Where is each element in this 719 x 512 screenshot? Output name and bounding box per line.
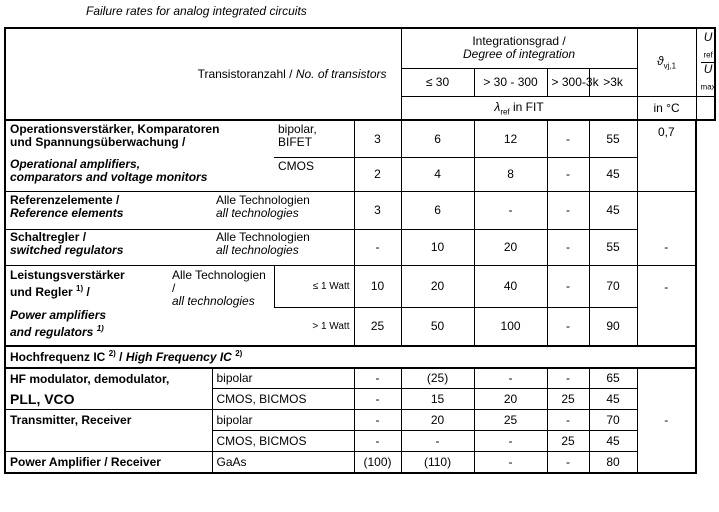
hf-ratio-empty-4 [637, 452, 696, 473]
switched-theta: 55 [589, 229, 637, 265]
opamp-tech-cmos: CMOS [274, 157, 354, 191]
opamp-ratio-empty [637, 157, 696, 191]
trx-cmos-le30: - [354, 431, 401, 452]
pa-300-3k: - [474, 452, 547, 473]
switched-le30: - [354, 229, 401, 265]
hfmod-cmos-theta: 45 [589, 389, 637, 410]
switched-30-300: 10 [401, 229, 474, 265]
opamp-bipolar-le30: 3 [354, 120, 401, 157]
power-label-de: Leistungsverstärker und Regler $^{1)}$ / [5, 265, 212, 308]
power-le1w: ≤ 1 Watt [274, 265, 354, 308]
switched-regulators-tech: Alle Technologien all technologies [212, 229, 354, 265]
trx-bipolar-theta: 70 [589, 410, 637, 431]
hfmod-cmos-300-3k: 20 [474, 389, 547, 410]
hf-ratio-empty-3 [637, 431, 696, 452]
hfmod-bipolar-30-300: (25) [401, 368, 474, 389]
transmitter-tech-bipolar: bipolar [212, 410, 354, 431]
trx-bipolar-300-3k: 25 [474, 410, 547, 431]
hfmod-cmos-30-300: 15 [401, 389, 474, 410]
hf-modulator-label: HF modulator, demodulator, [5, 368, 212, 389]
ratio-unit-empty [696, 96, 715, 120]
power-gt1w-300-3k: 100 [474, 308, 547, 346]
power-gt1w-le30: 25 [354, 308, 401, 346]
hfmod-bipolar-300-3k: - [474, 368, 547, 389]
trx-cmos-30-300: - [401, 431, 474, 452]
transmitter-label-empty [5, 431, 212, 452]
hfmod-bipolar-le30: - [354, 368, 401, 389]
pa-receiver-label: Power Amplifier / Receiver [5, 452, 212, 473]
reference-tech: Alle Technologien all technologies [212, 191, 354, 229]
pll-vco-label: PLL, VCO [5, 389, 212, 410]
hf-ratio-empty-2 [637, 389, 696, 410]
opamp-label-de: Operationsverstärker, Komparatoren und Spannungsüberwachung / [5, 120, 274, 157]
pa-receiver-tech: GaAs [212, 452, 354, 473]
voltage-ratio-header: U $_{ref}$ U $_{max}$ [696, 28, 715, 96]
power-label-en: Power amplifiers and regulators $^{1)}$ [5, 308, 274, 346]
opamp-ratio: 0,7 [637, 120, 696, 157]
reference-ratio-empty [637, 191, 696, 229]
power-le1w-theta: 70 [589, 265, 637, 308]
power-gt1w: > 1 Watt [274, 308, 354, 346]
hf-ratio-empty-1 [637, 368, 696, 389]
hfmod-cmos-gt3k: 25 [547, 389, 589, 410]
opamp-bipolar-gt3k: - [547, 120, 589, 157]
hfmod-cmos-le30: - [354, 389, 401, 410]
switched-ratio: - [637, 229, 696, 265]
reference-gt3k: - [547, 191, 589, 229]
col-gt3k: >3k [589, 68, 637, 96]
opamp-cmos-le30: 2 [354, 157, 401, 191]
pa-le30: (100) [354, 452, 401, 473]
hf-section-header: Hochfrequenz IC $^{2)}$ / High Frequency IC $^{2)}$ [5, 346, 696, 368]
hf-modulator-tech-bipolar: bipolar [212, 368, 354, 389]
power-tech: Alle Technologien / all technologies [212, 265, 274, 308]
opamp-cmos-30-300: 4 [401, 157, 474, 191]
hf-modulator-tech-cmos: CMOS, BICMOS [212, 389, 354, 410]
opamp-tech-bipolar: bipolar, BIFET [274, 120, 354, 157]
lambda-unit-header: $\lambda_{ref}$ in FIT [401, 96, 637, 120]
reference-label: Referenzelemente / Reference elements [5, 191, 212, 229]
trx-bipolar-gt3k: - [547, 410, 589, 431]
trx-bipolar-le30: - [354, 410, 401, 431]
power-ratio: - [637, 265, 696, 308]
opamp-label-en: Operational amplifiers, comparators and voltage monitors [5, 157, 274, 191]
opamp-cmos-theta: 45 [589, 157, 637, 191]
opamp-bipolar-theta: 55 [589, 120, 637, 157]
opamp-bipolar-30-300: 6 [401, 120, 474, 157]
col-le30: ≤ 30 [401, 68, 474, 96]
pa-gt3k: - [547, 452, 589, 473]
failure-rate-table [4, 27, 716, 474]
hfmod-bipolar-gt3k: - [547, 368, 589, 389]
table-caption: Failure rates for analog integrated circuits [86, 4, 307, 18]
power-le1w-30-300: 20 [401, 265, 474, 308]
trx-cmos-theta: 45 [589, 431, 637, 452]
opamp-cmos-300-3k: 8 [474, 157, 547, 191]
switched-gt3k: - [547, 229, 589, 265]
transmitter-tech-cmos: CMOS, BICMOS [212, 431, 354, 452]
transistor-count-header: Transistoranzahl / No. of transistors [5, 28, 401, 120]
reference-le30: 3 [354, 191, 401, 229]
switched-300-3k: 20 [474, 229, 547, 265]
reference-theta: 45 [589, 191, 637, 229]
power-ratio-empty [637, 308, 696, 346]
power-le1w-le30: 10 [354, 265, 401, 308]
reference-300-3k: - [474, 191, 547, 229]
trx-cmos-300-3k: - [474, 431, 547, 452]
theta-header: $ϑ_{vj,1}$ [637, 28, 696, 96]
integration-degree-header: Integrationsgrad / Degree of integration [401, 28, 637, 68]
switched-regulators-label: Schaltregler / switched regulators [5, 229, 212, 265]
power-le1w-gt3k: - [547, 265, 589, 308]
pa-30-300: (110) [401, 452, 474, 473]
reference-30-300: 6 [401, 191, 474, 229]
col-30-300: > 30 - 300 [474, 68, 547, 96]
transmitter-label: Transmitter, Receiver [5, 410, 212, 431]
power-le1w-300-3k: 40 [474, 265, 547, 308]
power-gt1w-theta: 90 [589, 308, 637, 346]
power-gt1w-gt3k: - [547, 308, 589, 346]
power-gt1w-30-300: 50 [401, 308, 474, 346]
trx-bipolar-30-300: 20 [401, 410, 474, 431]
temp-unit-header: in °C [637, 96, 696, 120]
hfmod-bipolar-theta: 65 [589, 368, 637, 389]
col-300-3k: > 300-3k [547, 68, 589, 96]
opamp-cmos-gt3k: - [547, 157, 589, 191]
opamp-bipolar-300-3k: 12 [474, 120, 547, 157]
hf-ratio: - [637, 410, 696, 431]
pa-theta: 80 [589, 452, 637, 473]
trx-cmos-gt3k: 25 [547, 431, 589, 452]
